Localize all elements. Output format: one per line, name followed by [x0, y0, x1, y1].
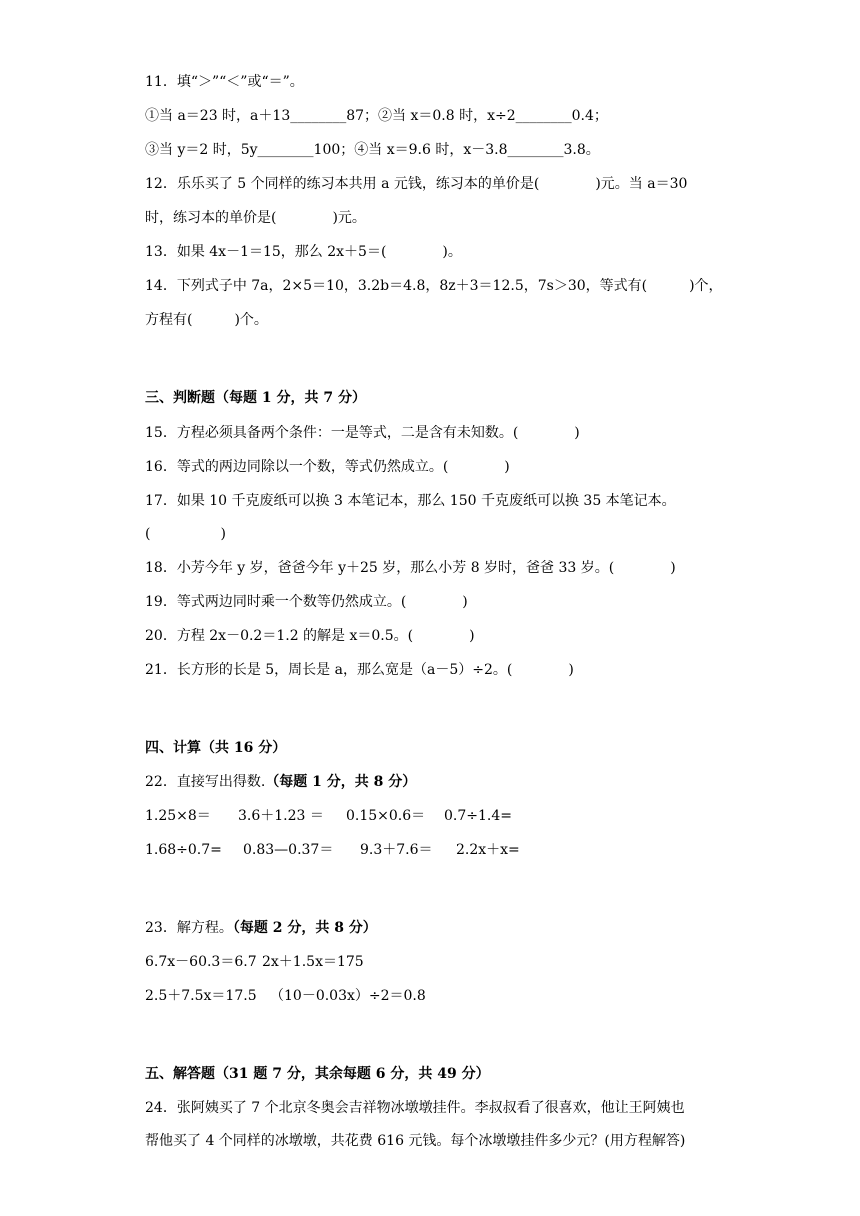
q24-line1: 24．张阿姨买了 7 个北京冬奥会吉祥物冰墩墩挂件。李叔叔看了很喜欢，他让王阿姨也: [145, 1100, 685, 1116]
q23-score: （每题 2 分，共 8 分）: [232, 920, 377, 936]
q22-r2c2: 0.83—0.37＝: [243, 842, 334, 858]
q14-line1: 14．下列式子中 7a，2×5＝10，3.2b＝4.8，8z＋3＝12.5，7s＞30，等式有( )个，: [145, 278, 723, 294]
q22-r2c1: 1.68÷0.7=: [145, 842, 222, 858]
q11-line1: ①当 a＝23 时，a＋13________87；②当 x＝0.8 时，x÷2________0.4；: [145, 108, 608, 124]
q22-heading: [145, 773, 416, 791]
q13: 13．如果 4x－1＝15，那么 2x＋5＝( )。: [145, 244, 462, 260]
q17-line1: 17．如果 10 千克废纸可以换 3 本笔记本，那么 150 千克废纸可以换 35 本笔记本。: [145, 493, 676, 509]
q14-line2: 方程有( )个。: [145, 312, 268, 328]
q22-label: 22．直接写出得数.: [145, 774, 266, 790]
q22-r1c3: 0.15×0.6＝: [346, 808, 426, 824]
q12-line2: 时，练习本的单价是( )元。: [145, 210, 366, 226]
section5-title: 五、解答题（31 题 7 分，其余每题 6 分，共 49 分）: [145, 1066, 490, 1082]
q12-line1: 12．乐乐买了 5 个同样的练习本共用 a 元钱，练习本的单价是( )元。当 a＝30: [145, 176, 688, 192]
q22-r2c4: 2.2x＋x=: [456, 842, 520, 858]
q23-heading: [145, 919, 377, 937]
q23-r1c2: 2x＋1.5x＝175: [262, 954, 364, 970]
q18: 18．小芳今年 y 岁，爸爸今年 y＋25 岁，那么小芳 8 岁时，爸爸 33 岁。( ): [145, 560, 676, 576]
q19: 19．等式两边同时乘一个数等仍然成立。( ): [145, 594, 468, 610]
section3-title: 三、判断题（每题 1 分，共 7 分）: [145, 390, 366, 406]
q23-r1c1: 6.7x－60.3＝6.7: [145, 954, 257, 970]
q24-line2: 帮他买了 4 个同样的冰墩墩，共花费 616 元钱。每个冰墩墩挂件多少元？(用方程解答): [145, 1133, 686, 1149]
q22-score: （每题 1 分，共 8 分）: [265, 774, 417, 790]
q17-line2: ( ): [145, 526, 226, 542]
q23-r2c1: 2.5＋7.5x＝17.5: [145, 988, 257, 1004]
q22-r2c3: 9.3＋7.6＝: [360, 842, 433, 858]
q22-r1c4: 0.7÷1.4=: [444, 808, 512, 824]
q22-r1c2: 3.6＋1.23 ＝: [238, 808, 324, 824]
section4-title: 四、计算（共 16 分）: [145, 740, 287, 756]
q11-line2: ③当 y＝2 时，5y________100；④当 x＝9.6 时，x－3.8________3.8。: [145, 142, 600, 158]
q23-r2c2: （10－0.03x）÷2＝0.8: [270, 988, 426, 1004]
q20: 20．方程 2x－0.2＝1.2 的解是 x＝0.5。( ): [145, 628, 475, 644]
q23-label: 23．解方程。: [145, 920, 233, 936]
q11-title: 11．填“＞”“＜”或“＝”。: [145, 74, 304, 90]
q22-r1c1: 1.25×8＝: [145, 808, 211, 824]
q15: 15．方程必须具备两个条件：一是等式，二是含有未知数。( ): [145, 425, 580, 441]
q21: 21．长方形的长是 5，周长是 a，那么宽是（a－5）÷2。( ): [145, 662, 574, 678]
q16: 16．等式的两边同除以一个数，等式仍然成立。( ): [145, 459, 510, 475]
